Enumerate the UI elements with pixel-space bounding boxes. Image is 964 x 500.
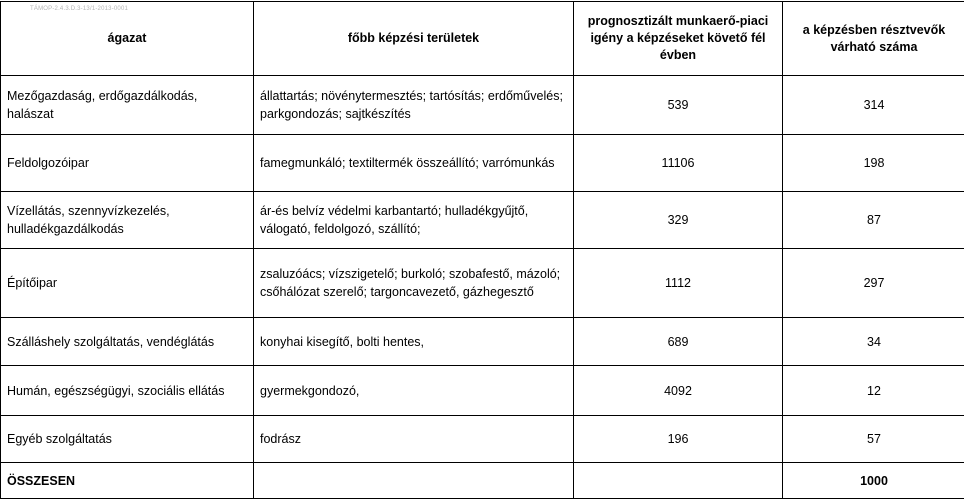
table-row [1,249,964,318]
training-areas-cell: famegmunkáló; textiltermék összeállító; varrómunkás [254,135,574,192]
training-areas-cell: gyermekgondozó, [254,366,574,416]
training-table [0,1,964,499]
table-row [1,416,964,463]
total-demand-cell [574,463,783,499]
demand-cell: 689 [574,318,783,366]
header-training-areas: főbb képzési területek [254,2,574,76]
total-label: ÖSSZESEN [1,463,254,499]
sector-cell: Humán, egészségügyi, szociális ellátás [1,366,254,416]
header-demand: prognosztizált munkaerő-piaci igény a képzéseket követő fél évben [574,2,783,76]
table-row [1,318,964,366]
participants-cell: 57 [783,416,964,463]
table-row [1,366,964,416]
training-areas-cell: fodrász [254,416,574,463]
participants-cell: 87 [783,192,964,249]
training-areas-cell: konyhai kisegítő, bolti hentes, [254,318,574,366]
demand-cell: 1112 [574,249,783,318]
participants-cell: 198 [783,135,964,192]
participants-cell: 12 [783,366,964,416]
total-participants-cell: 1000 [783,463,964,499]
table-row [1,76,964,135]
sector-cell: Építőipar [1,249,254,318]
participants-cell: 34 [783,318,964,366]
training-areas-cell: ár-és belvíz védelmi karbantartó; hulladékgyűjtő, válogató, feldolgozó, szállító; [254,192,574,249]
header-participants: a képzésben résztvevők várható száma [783,2,964,76]
demand-cell: 196 [574,416,783,463]
participants-cell: 297 [783,249,964,318]
demand-cell: 329 [574,192,783,249]
table-row [1,192,964,249]
training-areas-cell: zsaluzóács; vízszigetelő; burkoló; szobafestő, mázoló; csőhálózat szerelő; targoncavezető, gázhegesztő [254,249,574,318]
sector-cell: Szálláshely szolgáltatás, vendéglátás [1,318,254,366]
demand-cell: 11106 [574,135,783,192]
table-header-row [1,2,964,76]
participants-cell: 314 [783,76,964,135]
demand-cell: 4092 [574,366,783,416]
demand-cell: 539 [574,76,783,135]
header-sector: ágazat [1,2,254,76]
document-watermark: TÁMOP-2.4.3.D.3-13/1-2013-0001 [30,6,129,12]
total-areas-cell [254,463,574,499]
table-row [1,135,964,192]
total-row [1,463,964,499]
training-areas-cell: állattartás; növénytermesztés; tartósítás; erdőművelés; parkgondozás; sajtkészítés [254,76,574,135]
sector-cell: Egyéb szolgáltatás [1,416,254,463]
sector-cell: Mezőgazdaság, erdőgazdálkodás, halászat [1,76,254,135]
sector-cell: Vízellátás, szennyvízkezelés, hulladékgazdálkodás [1,192,254,249]
sector-cell: Feldolgozóipar [1,135,254,192]
